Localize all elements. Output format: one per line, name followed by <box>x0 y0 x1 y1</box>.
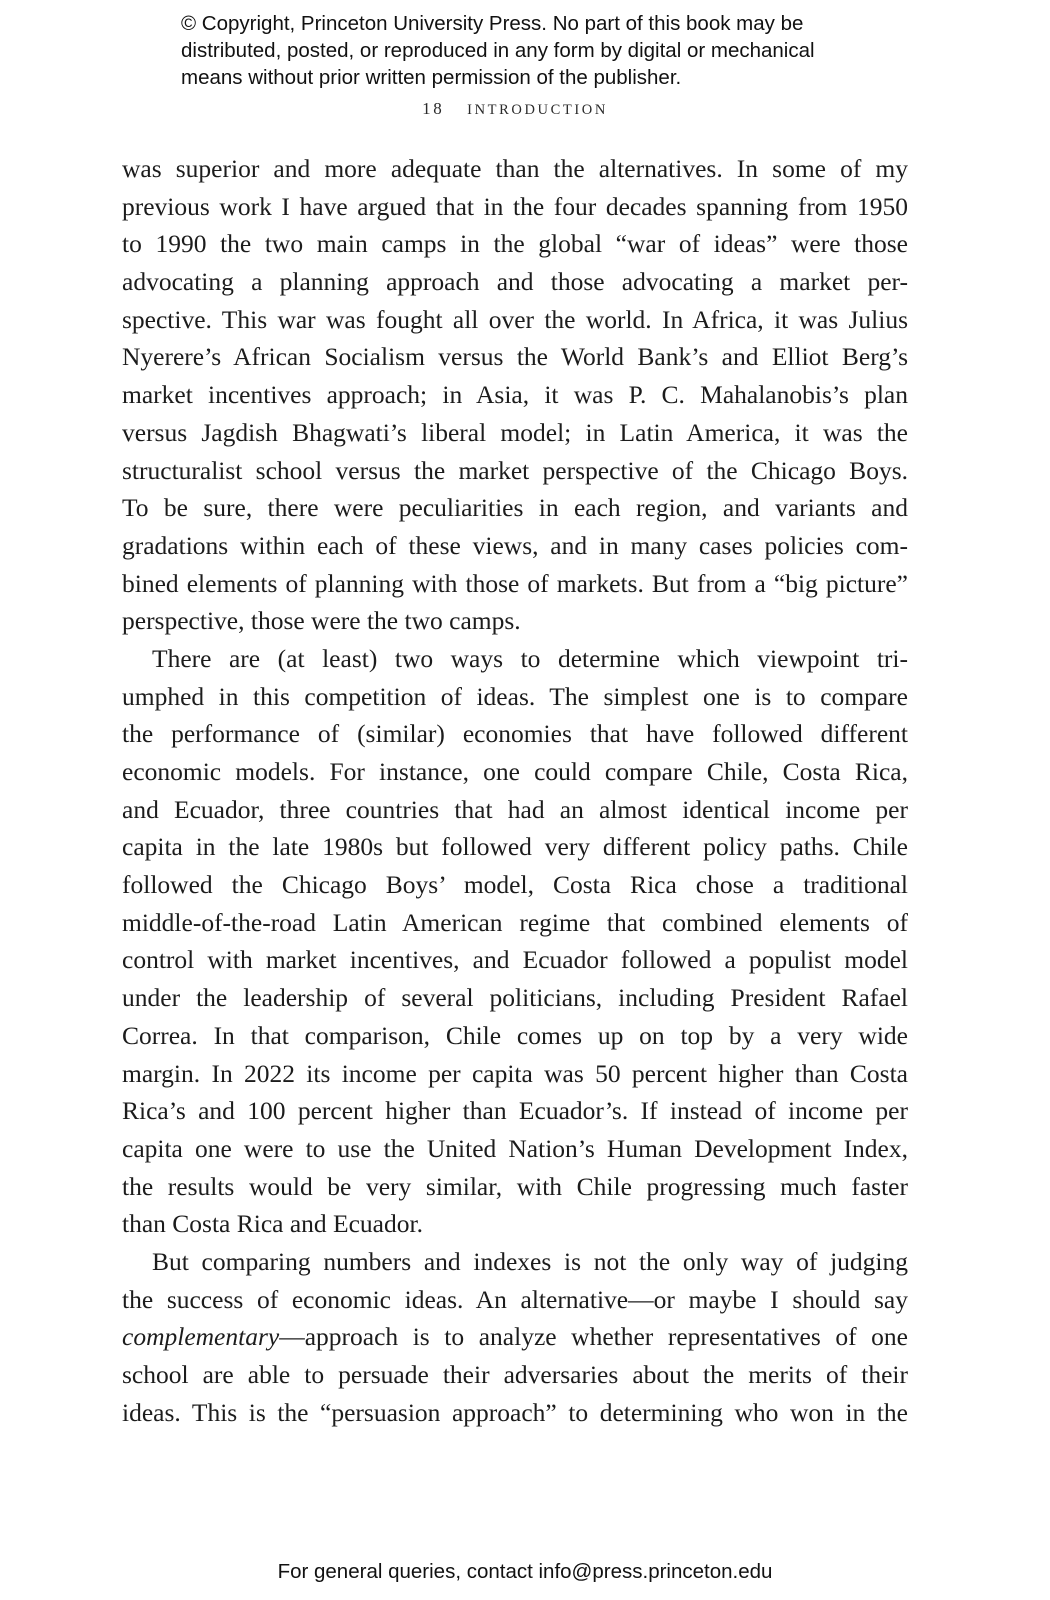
text-line: the results would be very similar, with Chile progressing much faster <box>122 1171 908 1201</box>
text-line: economic models. For instance, one could compare Chile, Costa Rica, <box>122 757 908 786</box>
text-line: gradations within each of these views, and in many cases policies com- <box>122 530 908 560</box>
paragraph-1 <box>122 150 908 640</box>
copyright-notice <box>181 10 901 91</box>
body-text <box>122 150 908 1431</box>
copyright-line: © Copyright, Princeton University Press. No part of this book may be <box>181 12 804 35</box>
text-line: There are (at least) two ways to determine which viewpoint tri- <box>152 643 908 673</box>
text-line: and Ecuador, three countries that had an almost identical income per <box>122 794 908 824</box>
text-line: umphed in this competition of ideas. The simplest one is to compare <box>122 681 908 711</box>
text-line: was superior and more adequate than the alternatives. In some of my <box>122 154 908 183</box>
text-line: bined elements of planning with those of markets. But from a “big picture” <box>122 568 908 598</box>
paragraph-2 <box>122 640 908 1243</box>
text-line: the success of economic ideas. An alternative—or maybe I should say <box>122 1284 908 1314</box>
text-line: Rica’s and 100 percent higher than Ecuador’s. If instead of income per <box>122 1096 908 1126</box>
text-line: versus Jagdish Bhagwati’s liberal model; in Latin America, it was the <box>122 417 908 447</box>
page-number: 18 <box>422 99 445 118</box>
text-line: Correa. In that comparison, Chile comes up on top by a very wide <box>122 1020 908 1050</box>
text-line: followed the Chicago Boys’ model, Costa Rica chose a traditional <box>122 870 908 900</box>
text-line: perspective, those were the two camps. <box>122 606 521 636</box>
text-line: previous work I have argued that in the four decades spanning from 1950 <box>122 191 908 221</box>
section-title: INTRODUCTION <box>467 102 608 118</box>
text-line: the performance of (similar) economies that have followed different <box>122 719 908 749</box>
italic-term: complementary <box>122 1322 280 1352</box>
copyright-line: means without prior written permission of the publisher. <box>181 66 682 89</box>
text-line: under the leadership of several politicians, including President Rafael <box>122 983 908 1013</box>
text-line <box>122 1318 908 1356</box>
text-line: school are able to persuade their adversaries about the merits of their <box>122 1360 908 1389</box>
text-line: But comparing numbers and indexes is not the only way of judging <box>152 1246 908 1276</box>
footer-contact: For general queries, contact info@press.princeton.edu <box>277 1560 773 1583</box>
text-line: market incentives approach; in Asia, it was P. C. Mahalanobis’s plan <box>122 380 908 410</box>
text-line: margin. In 2022 its income per capita was 50 percent higher than Costa <box>122 1058 908 1088</box>
text-line: to 1990 the two main camps in the global “war of ideas” were those <box>122 229 908 259</box>
text-line: capita in the late 1980s but followed very different policy paths. Chile <box>122 832 908 862</box>
text-line: structuralist school versus the market perspective of the Chicago Boys. <box>122 455 908 485</box>
running-head <box>0 99 1030 119</box>
text-line: control with market incentives, and Ecuador followed a populist model <box>122 945 908 975</box>
paragraph-3 <box>122 1243 908 1431</box>
text-line: spective. This war was fought all over the world. In Africa, it was Julius <box>122 304 908 334</box>
text-fragment: —approach is to analyze whether representatives of one <box>279 1322 908 1352</box>
text-line: Nyerere’s African Socialism versus the World Bank’s and Elliot Berg’s <box>122 342 908 372</box>
text-line: than Costa Rica and Ecuador. <box>122 1209 423 1239</box>
text-line: To be sure, there were peculiarities in each region, and variants and <box>122 493 908 523</box>
text-line: middle-of-the-road Latin American regime that combined elements of <box>122 907 908 937</box>
text-line: ideas. This is the “persuasion approach” to determining who won in the <box>122 1397 908 1427</box>
text-line: capita one were to use the United Nation’s Human Development Index, <box>122 1133 908 1163</box>
text-line: advocating a planning approach and those advocating a market per- <box>122 267 908 297</box>
copyright-line: distributed, posted, or reproduced in any form by digital or mechanical <box>181 39 815 62</box>
